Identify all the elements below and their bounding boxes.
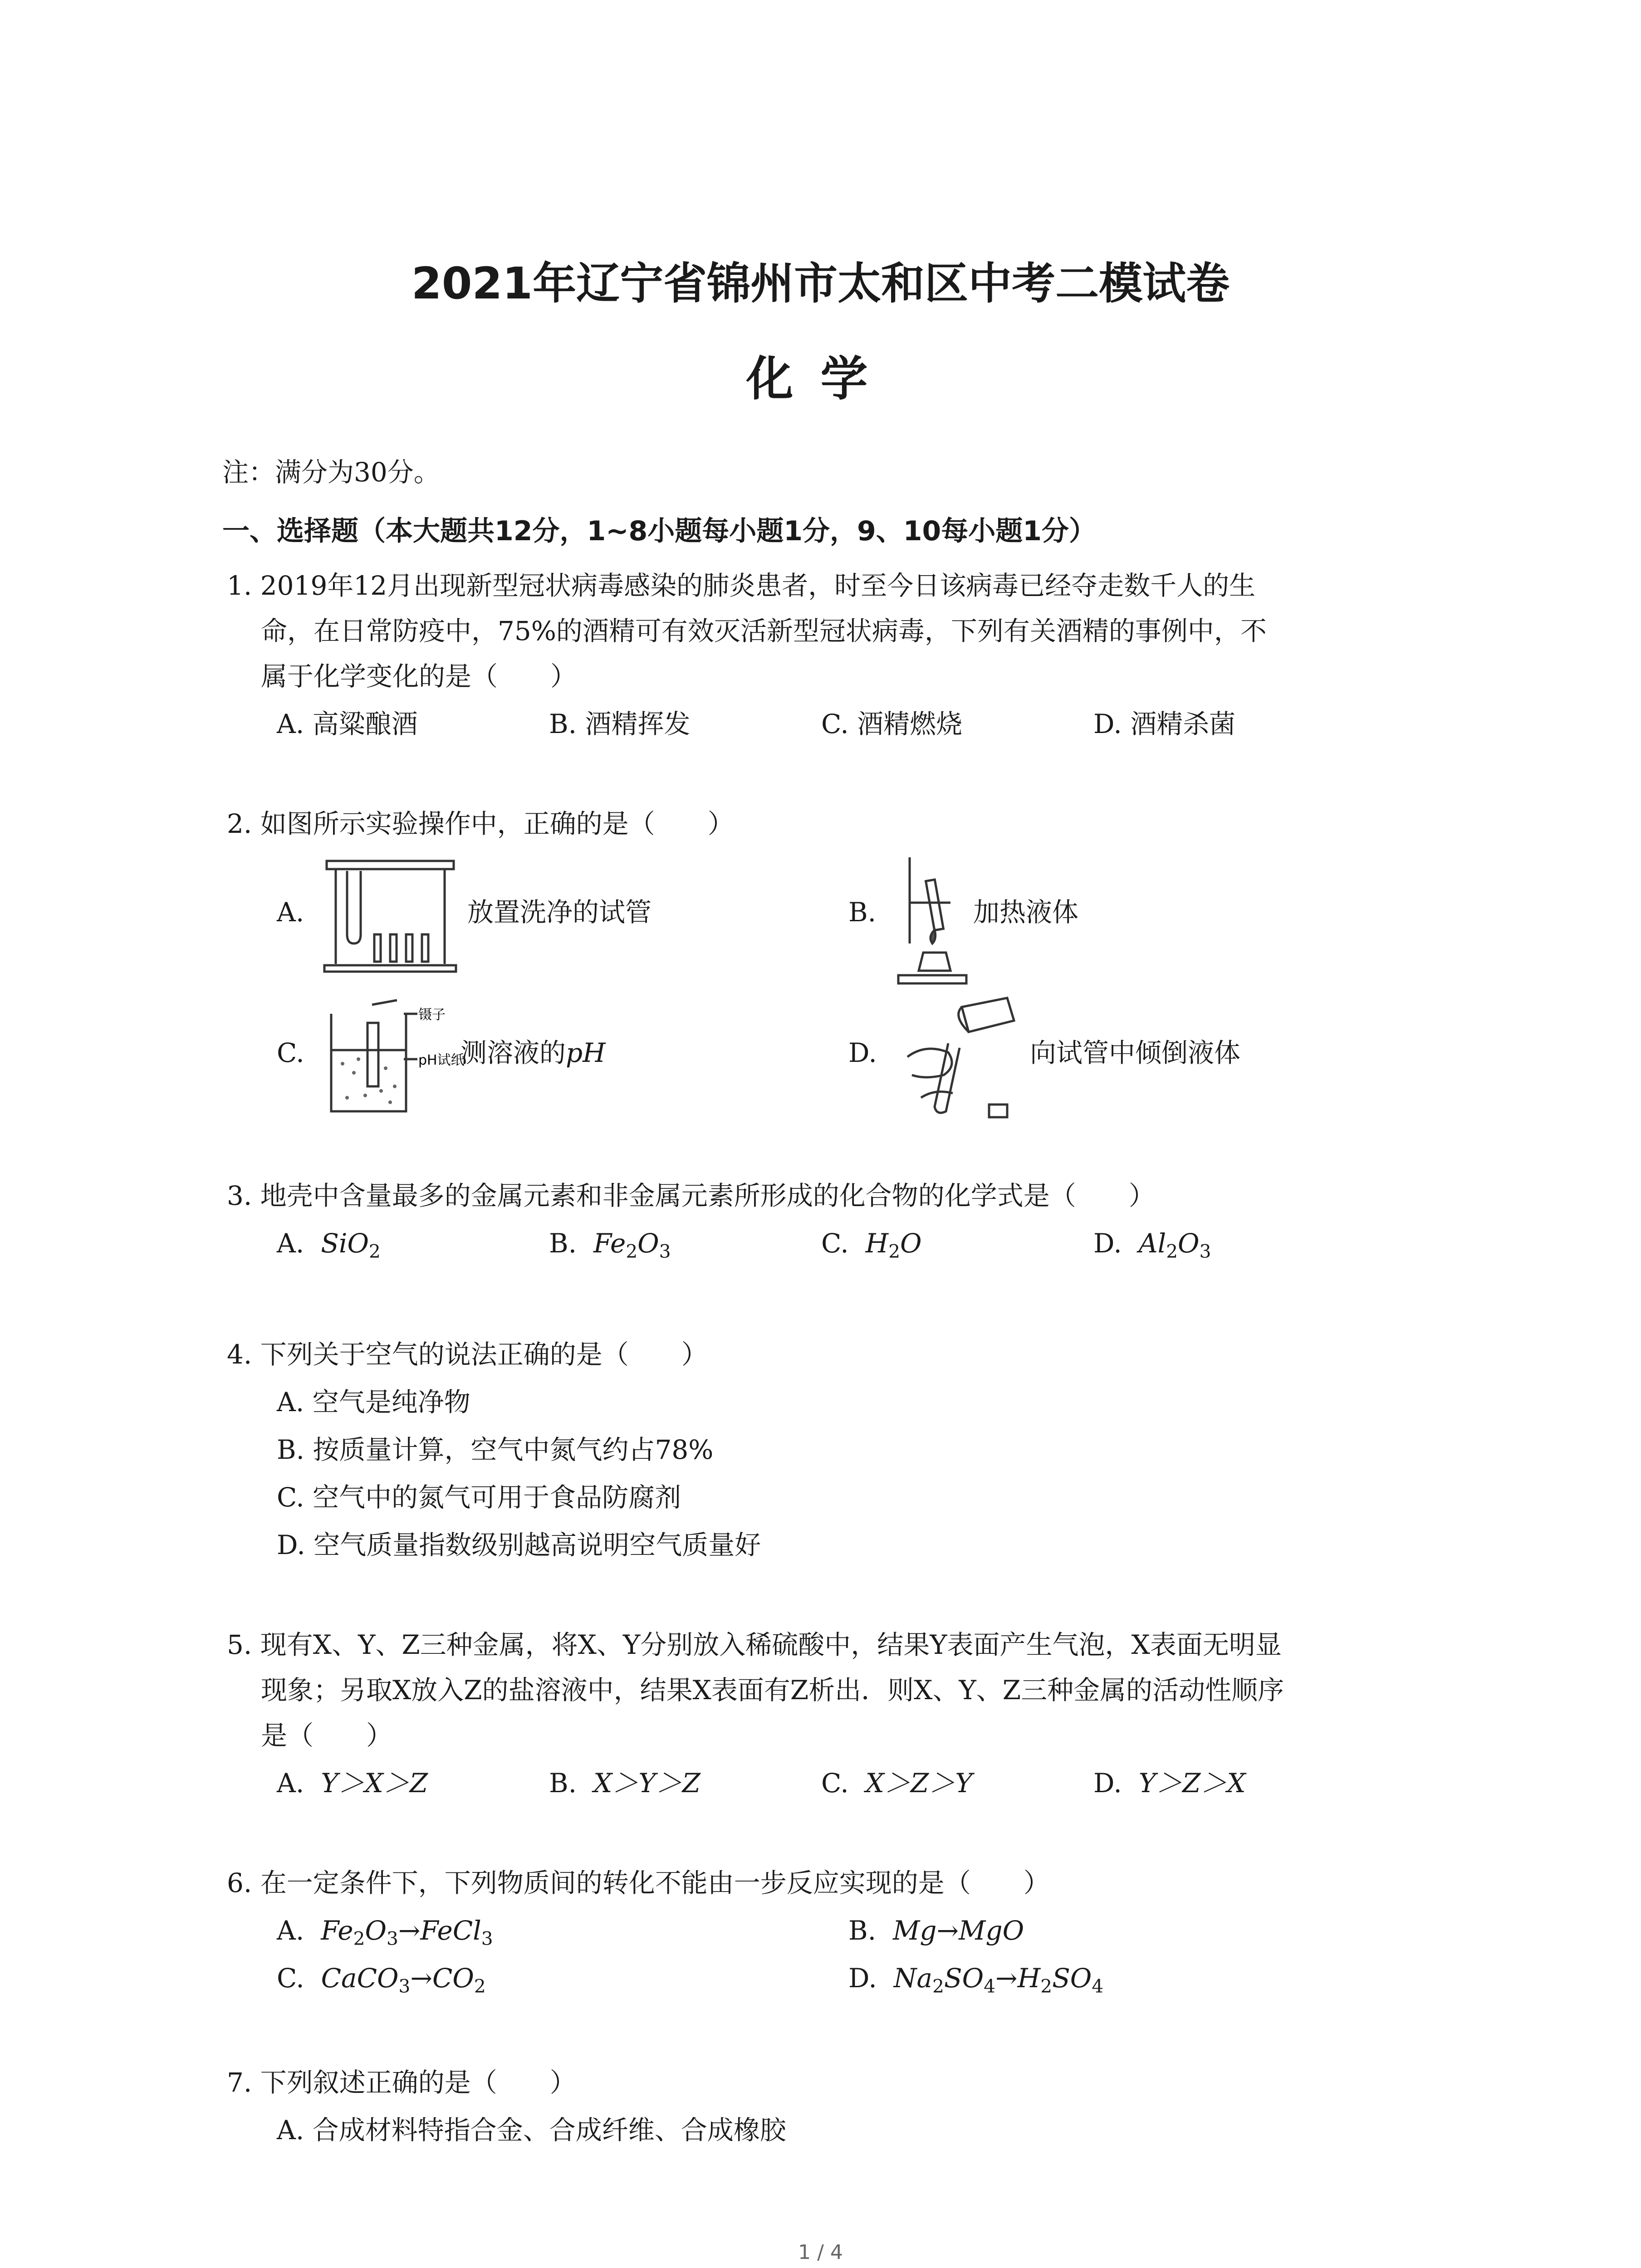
q2-option-d-text: 向试管中倾倒液体: [1030, 1037, 1241, 1068]
q3-stem: 3. 地壳中含量最多的金属元素和非金属元素所形成的化合物的化学式是（ ）: [227, 1180, 1155, 1211]
ph-test-figure: [322, 996, 465, 1118]
q2-option-a-letter: A.: [277, 897, 304, 928]
q2-option-d-letter: D.: [848, 1037, 877, 1068]
q5-stem-line1: 5. 现有X、Y、Z三种金属，将X、Y分别放入稀硫酸中，结果Y表面产生气泡，X表面无明显: [227, 1629, 1282, 1660]
q1-option-c: C. 酒精燃烧: [821, 709, 963, 739]
q4-stem: 4. 下列关于空气的说法正确的是（ ）: [227, 1339, 708, 1370]
q1-stem-line3: 属于化学变化的是（ ）: [261, 661, 577, 692]
q3-option-d: D. $Al_2O_3$: [1093, 1228, 1211, 1262]
q2-stem: 2. 如图所示实验操作中，正确的是（ ）: [227, 808, 734, 839]
q5-option-d: D. Y＞Z＞X: [1093, 1768, 1246, 1799]
subject-title: 化学: [746, 351, 895, 406]
q2-option-c-text: 测溶液的pH: [460, 1037, 606, 1068]
q4-option-a: A. 空气是纯净物: [277, 1387, 470, 1418]
q5-option-c: C. X＞Z＞Y: [821, 1768, 973, 1799]
q6-option-a: A. $Fe_2O_3\to FeCl_3$: [277, 1915, 493, 1950]
q1-option-b: B. 酒精挥发: [549, 709, 691, 739]
page-number: 1 / 4: [798, 2241, 843, 2264]
ph-paper-label: pH试纸: [418, 1052, 465, 1068]
q7-stem: 7. 下列叙述正确的是（ ）: [227, 2067, 576, 2098]
q6-stem: 6. 在一定条件下，下列物质间的转化不能由一步反应实现的是（ ）: [227, 1867, 1050, 1898]
q5-option-b: B. X＞Y＞Z: [549, 1768, 700, 1799]
heating-liquid-figure: [887, 853, 969, 989]
q2-option-a-text: 放置洗净的试管: [467, 897, 652, 928]
test-tube-rack-figure: [322, 857, 458, 975]
q6-option-b: B. Mg→MgO: [848, 1915, 1024, 1946]
q1-option-a: A. 高粱酿酒: [277, 709, 418, 739]
q1-option-d: D. 酒精杀菌: [1093, 709, 1236, 739]
q3-option-c: C. $H_2O$: [821, 1228, 922, 1262]
q4-option-b: B. 按质量计算，空气中氮气约占78%: [277, 1434, 714, 1465]
pouring-liquid-figure: [894, 989, 1030, 1125]
q5-option-a: A. Y＞X＞Z: [277, 1768, 428, 1799]
q3-option-a: A. SiO$_2$: [277, 1228, 381, 1262]
tweezers-label: 镊子: [418, 1007, 446, 1023]
q4-option-c: C. 空气中的氮气可用于食品防腐剂: [277, 1482, 681, 1513]
q5-stem-line2: 现象；另取X放入Z的盐溶液中，结果X表面有Z析出．则X、Y、Z三种金属的活动性顺序: [261, 1675, 1284, 1706]
q2-option-b-letter: B.: [848, 897, 877, 928]
q7-option-a: A. 合成材料特指合金、合成纤维、合成橡胶: [277, 2115, 786, 2146]
exam-title: 2021年辽宁省锦州市太和区中考二模试卷: [411, 258, 1230, 309]
q3-option-b: B. $Fe_2O_3$: [549, 1228, 671, 1262]
q2-option-c-letter: C.: [277, 1037, 304, 1068]
q5-stem-line3: 是（ ）: [261, 1720, 393, 1751]
section-heading: 一、选择题（本大题共12分，1~8小题每小题1分，9、10每小题1分）: [222, 515, 1097, 547]
q6-option-c: C. $CaCO_3\to CO_2$: [277, 1963, 486, 1997]
q6-option-d: D. $Na_2SO_4\to H_2SO_4$: [848, 1963, 1104, 1997]
q4-option-d: D. 空气质量指数级别越高说明空气质量好: [277, 1530, 761, 1560]
score-note: 注：满分为30分。: [222, 457, 440, 488]
q1-stem-line2: 命，在日常防疫中，75%的酒精可有效灭活新型冠状病毒，下列有关酒精的事例中，不: [261, 616, 1267, 646]
q2-option-b-text: 加热液体: [973, 897, 1079, 928]
q1-stem-line1: 1. 2019年12月出现新型冠状病毒感染的肺炎患者，时至今日该病毒已经夺走数千人的生: [227, 570, 1256, 601]
